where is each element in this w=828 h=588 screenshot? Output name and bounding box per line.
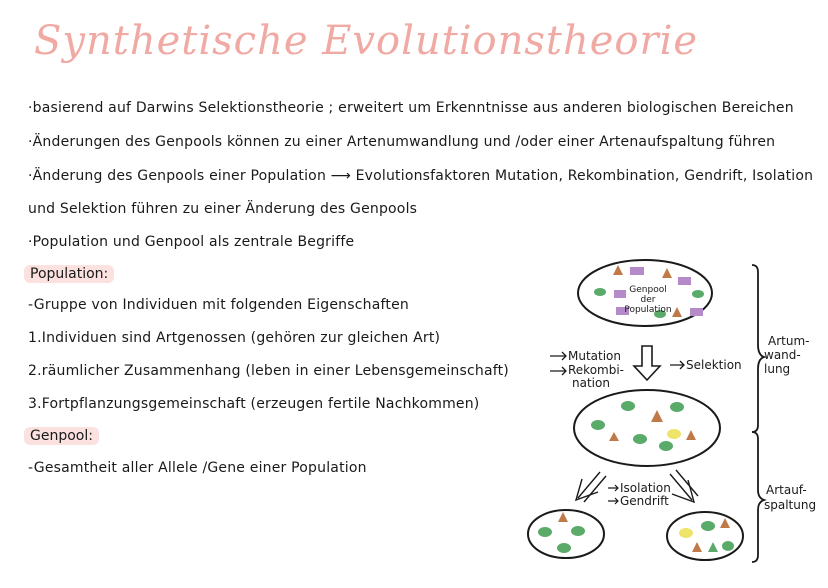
artumwandlung-label-2: wand- (764, 348, 801, 362)
genpool-heading: Genpool: (24, 427, 99, 445)
genpool-label-1: Genpool (629, 285, 667, 295)
genpool-item-1: -Gesamtheit aller Allele /Gene einer Population (28, 460, 367, 476)
intro-line-5: ·Population und Genpool als zentrale Begriffe (28, 234, 355, 250)
population-item-3: 2.räumlicher Zusammenhang (leben in einer Lebensgemeinschaft) (28, 363, 509, 379)
gendrift-label: Gendrift (620, 494, 669, 508)
population-item-1: -Gruppe von Individuen mit folgenden Eigenschaften (28, 297, 409, 313)
intro-line-3: ·Änderung des Genpools einer Population ⟶ Evolutionsfaktoren Mutation, Rekombination, Gendrift, Isolation (28, 168, 814, 184)
mutation-label: Mutation (568, 349, 622, 363)
artaufspaltung-brace (752, 432, 764, 562)
artumwandlung-label-1: Artum- (768, 334, 810, 348)
split-arrow-right-edge (676, 470, 698, 496)
evolution-diagram (520, 250, 825, 580)
right-species-ellipse (667, 512, 743, 560)
page-title: Synthetische Evolutionstheorie (34, 18, 699, 64)
rekombination-label-2: nation (572, 376, 610, 390)
intro-line-1: ·basierend auf Darwins Selektionstheorie ; erweitert um Erkenntnisse aus anderen biologischen Bereichen (28, 100, 794, 116)
split-arrow-left-edge (584, 476, 606, 502)
split-arrow-left-icon (576, 472, 600, 500)
intro-line-4: und Selektion führen zu einer Änderung des Genpools (28, 201, 418, 217)
artumwandlung-label-3: lung (764, 362, 791, 376)
right-species-icons (679, 518, 734, 552)
artaufspaltung-label-2: spaltung (764, 498, 817, 512)
rekombination-arrow-icon (550, 367, 566, 375)
population-item-4: 3.Fortpflanzungsgemeinschaft (erzeugen fertile Nachkommen) (28, 396, 480, 412)
intro-line-2: ·Änderungen des Genpools können zu einer Artenumwandlung und /oder einer Artenaufspaltung führen (28, 134, 776, 150)
gendrift-arrow-icon (608, 498, 618, 504)
selektion-arrow-icon (670, 361, 684, 369)
population-item-2: 1.Individuen sind Artgenossen (gehören zur gleichen Art) (28, 330, 441, 346)
genpool-label-2: der (640, 295, 656, 305)
isolation-arrow-icon (608, 485, 618, 491)
left-species-icons (538, 512, 585, 553)
middle-genpool-icons (591, 401, 696, 451)
rekombination-label-1: Rekombi- (568, 363, 625, 377)
selektion-label: Selektion (686, 358, 742, 372)
artumwandlung-brace (752, 265, 764, 432)
down-arrow-icon (634, 346, 660, 380)
isolation-label: Isolation (620, 481, 671, 495)
genpool-label-3: Population (624, 305, 672, 315)
mutation-arrow-icon (550, 352, 566, 360)
artaufspaltung-label-1: Artauf- (766, 483, 807, 497)
population-heading: Population: (24, 265, 114, 283)
